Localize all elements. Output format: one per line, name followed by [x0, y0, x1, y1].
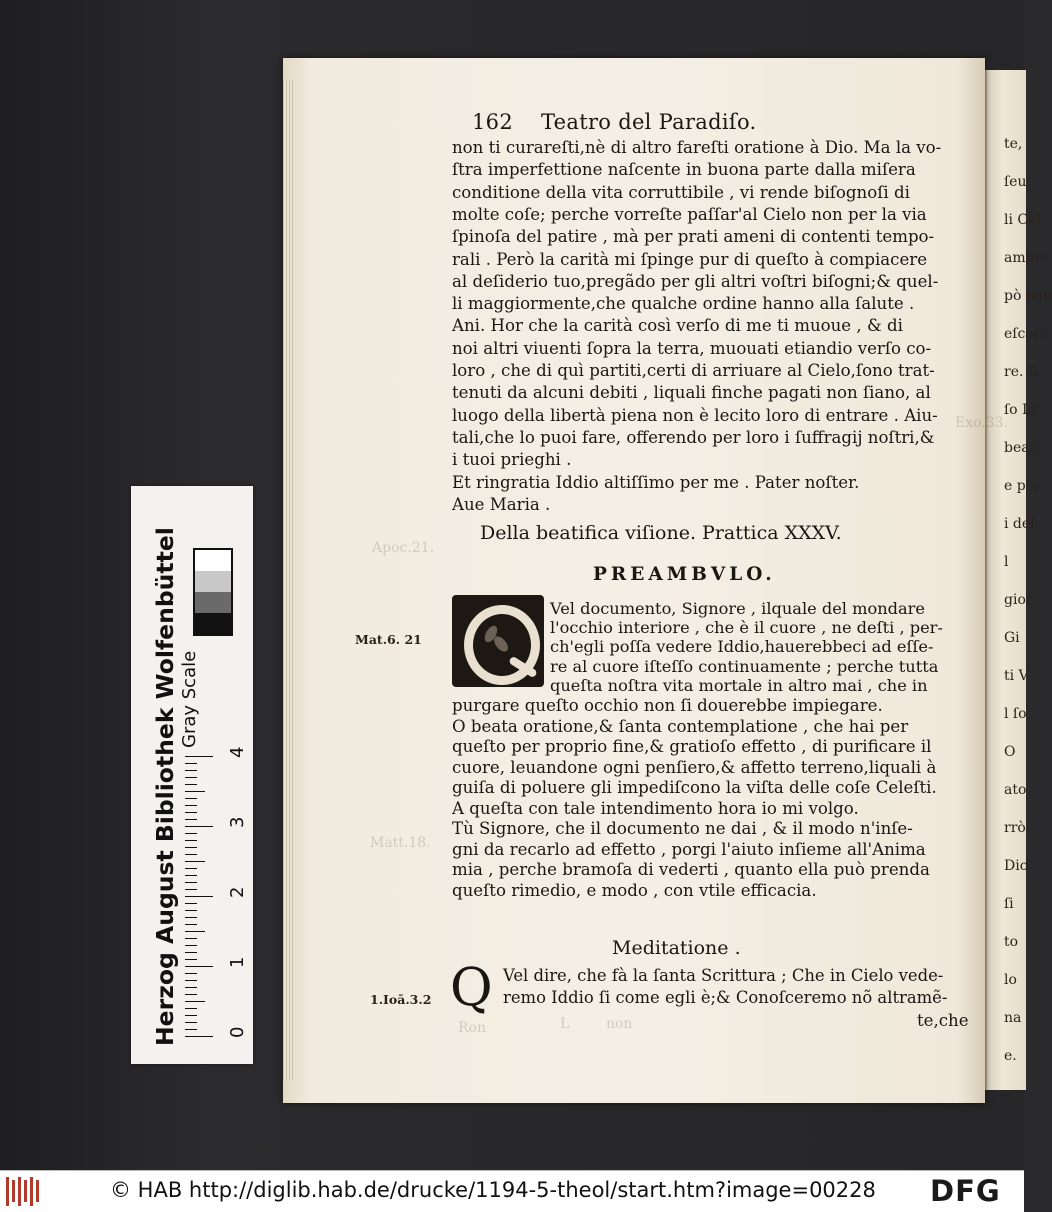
text-line: O beata oratione,& ſanta contemplatione , che hai per	[452, 716, 909, 736]
facing-page-fragment: rrò	[1004, 820, 1026, 836]
color-scale-ruler	[131, 486, 253, 1064]
facing-page-fragment: i del	[1004, 516, 1035, 532]
footer-citation-link[interactable]: © HAB http://diglib.hab.de/drucke/1194-5-theol/start.htm?image=00228	[110, 1178, 876, 1202]
ruler-tick	[185, 1036, 213, 1037]
facing-page-fragment: re. &	[1004, 364, 1041, 380]
text-line: conditione della vita corruttibile , vi rende biſognoſi di	[452, 182, 910, 202]
bleed-through-text: Apoc.21.	[372, 540, 435, 556]
text-line: l'occhio interiore , che è il cuore , ne deſti , per-	[550, 618, 943, 638]
ruler-tick	[185, 945, 197, 946]
facing-page-fragment: e.	[1004, 1048, 1017, 1064]
meditation-title: Meditatione .	[612, 937, 741, 959]
text-line: purgare queſto occhio non ſi douerebbe impiegare.	[452, 696, 883, 715]
text-line: al deſiderio tuo,pregãdo per gli altri voſtri biſogni;& quel-	[452, 271, 939, 291]
facing-page-fragment: lo	[1004, 972, 1017, 988]
ruler-tick	[185, 798, 197, 799]
ruler-tick	[185, 791, 205, 792]
ruler-tick	[185, 980, 197, 981]
facing-page-fragment: beati	[1004, 440, 1040, 456]
hab-logo-icon	[6, 1177, 40, 1206]
decorated-initial-q	[452, 595, 544, 687]
ruler-tick	[185, 763, 197, 764]
text-line: Tù Signore, che il documento ne dai , & il modo n'inſe-	[452, 819, 913, 838]
text-line: A queſta con tale intendimento hora io mi volgo.	[452, 798, 859, 818]
facing-page-fragment: e por	[1004, 478, 1041, 494]
facing-page-fragment: O	[1004, 744, 1016, 760]
text-line: remo Iddio ſi come egli è;& Conoſceremo nõ altramẽ-	[503, 988, 948, 1007]
margin-note: 1.Ioā.3.2	[370, 992, 432, 1007]
tick-label: 4	[227, 746, 248, 758]
facing-page-fragment: ſo Id	[1004, 402, 1037, 418]
dfg-logo: DFG	[930, 1174, 1001, 1208]
text-line: re al cuore iſteſſo continuamente ; perche tutta	[550, 656, 939, 676]
running-head	[472, 110, 757, 134]
ruler-tick	[185, 861, 205, 862]
facing-page-fragment: na	[1004, 1010, 1022, 1026]
running-head-title: Teatro del Paradiſo.	[540, 110, 757, 134]
ruler-tick	[185, 938, 197, 939]
ruler-tick	[185, 931, 205, 932]
ruler-tick	[185, 1008, 197, 1009]
facing-page-fragment: ti V	[1004, 668, 1029, 684]
tick-label: 3	[227, 816, 248, 828]
text-line: i tuoi prieghi .	[452, 450, 572, 470]
facing-page-fragment: l	[1004, 554, 1009, 570]
text-line: guiſa di poluere gli impediſcono la viſta delle coſe Celeſti.	[452, 778, 937, 797]
facing-page-fragment: li Cel	[1004, 212, 1041, 228]
bleed-through-text: Matt.18.	[370, 835, 431, 851]
text-line: gni da recarlo ad effetto , porgi l'aiuto inſieme all'Anima	[452, 839, 926, 859]
ruler-tick	[185, 973, 197, 974]
tick-label: 2	[227, 886, 248, 898]
text-line: tenuti da alcuni debiti , liquali finche pagati non ſiano, al	[452, 383, 931, 403]
ruler-tick	[185, 987, 197, 988]
ruler-tick	[185, 805, 197, 806]
ruler-tick	[185, 994, 197, 995]
ruler-tick	[185, 910, 197, 911]
facing-page-fragment: gior	[1004, 592, 1033, 608]
facing-page-fragment: ſeu	[1004, 174, 1027, 190]
text-line: non ti curareſti,nè di altro fareſti oratione à Dio. Ma la vo-	[452, 138, 942, 157]
ruler-tick	[185, 770, 197, 771]
page-number: 162	[472, 110, 513, 134]
ruler-tick	[185, 875, 197, 876]
facing-page-fragment: amme	[1004, 250, 1048, 266]
text-line: mia , perche bramoſa di vederti , quanto ella può prenda	[452, 860, 930, 879]
facing-page-fragment: to	[1004, 934, 1019, 950]
tick-label: 1	[227, 956, 248, 968]
ruler-tick	[185, 847, 197, 848]
text-line: queſto rimedio, e modo , con vtile efficacia.	[452, 880, 817, 900]
text-line: luogo della libertà piena non è lecito loro di entrare . Aiu-	[452, 405, 938, 425]
text-line: noi altri viuenti ſopra la terra, muouati etiandio verſo co-	[452, 338, 932, 358]
ruler-tick	[185, 896, 213, 897]
ruler-tick	[185, 966, 213, 967]
gray-swatch	[193, 548, 233, 636]
bleed-through-text: non	[606, 1016, 633, 1032]
ruler-tick	[185, 952, 197, 953]
text-line: li maggiormente,che qualche ordine hanno alla ſalute .	[452, 294, 915, 314]
gray-scale-label: Gray Scale	[179, 650, 200, 748]
facing-page-fragment: pò hab	[1004, 288, 1052, 304]
text-line: ſtra imperfettione naſcente in buona parte dalla miſera	[452, 160, 916, 180]
ruler-tick	[185, 1015, 197, 1016]
ruler-tick	[185, 756, 213, 757]
facing-page-fragment: ſi	[1004, 896, 1014, 912]
ruler-tick	[185, 882, 197, 883]
text-line: Ani. Hor che la carità così verſo di me ti muoue , & di	[452, 316, 903, 336]
bleed-through-text: Exo.33.	[955, 415, 1009, 431]
gray-swatch-2	[195, 571, 231, 592]
facing-page-fragment: te,	[1004, 136, 1023, 152]
facing-page-fragment: Gi	[1004, 630, 1020, 646]
ruler-tick	[185, 840, 197, 841]
text-line: ch'egli poſſa vedere Iddio,hauerebbeci ad eſſe-	[550, 637, 934, 657]
ruler-tick	[185, 1001, 205, 1002]
text-line: molte coſe; perche vorreſte paſſar'al Cielo non per la via	[452, 204, 927, 224]
preamble-title: PREAMBVLO.	[593, 564, 776, 585]
ruler-tick	[185, 1022, 197, 1023]
text-line: Aue Maria .	[452, 494, 551, 514]
text-line: rali . Però la carità mi ſpinge pur di queſto à compiacere	[452, 249, 928, 269]
bleed-through-text: L	[560, 1016, 570, 1032]
tick-label: 0	[227, 1026, 248, 1038]
ruler-tick	[185, 868, 197, 869]
page-stack-edge	[283, 80, 293, 1080]
text-line: loro , che di quì partiti,certi di arriuare al Cielo,ſono trat-	[452, 361, 935, 380]
text-line: cuore, leuandone ogni penſiero,& affetto terreno,liquali à	[452, 757, 937, 777]
bleed-through-text: Ron	[458, 1020, 486, 1036]
facing-page-fragment: ato	[1004, 782, 1027, 798]
gray-swatch-3	[195, 592, 231, 613]
ruler-library-name: Herzog August Bibliothek Wolfenbüttel	[151, 527, 179, 1046]
margin-note: Mat.6. 21	[355, 632, 422, 647]
footer-bar	[0, 1170, 1024, 1212]
section-title: Della beatifica viſione. Prattica XXXV.	[480, 522, 842, 544]
facing-page-fragment: Dio	[1004, 858, 1029, 874]
facing-page-fragment: eſcere	[1004, 326, 1049, 342]
ruler-tick	[185, 1029, 197, 1030]
text-line: Et ringratia Iddio altiſſimo per me . Pater noſter.	[452, 472, 860, 492]
gray-swatch-4	[195, 613, 231, 634]
meditation-initial: Q	[450, 958, 493, 1018]
ruler-tick	[185, 903, 197, 904]
ruler-tick	[185, 917, 197, 918]
gray-swatch-1	[195, 550, 231, 571]
text-line: Vel documento, Signore , ilquale del mondare	[550, 599, 925, 618]
text-line: queſta noſtra vita mortale in altro mai , che in	[550, 675, 928, 695]
text-line: queſto per proprio fine,& gratioſo effetto , di purificare il	[452, 737, 932, 756]
text-line: ſpinoſa del patire , mà per prati ameni di contenti tempo-	[452, 227, 935, 247]
ruler-tick	[185, 889, 197, 890]
ruler-tick	[185, 819, 197, 820]
text-line: tali,che lo puoi fare, offerendo per loro i ſuffragij noſtri,&	[452, 427, 935, 447]
ruler-tick	[185, 833, 197, 834]
catchword: te,che	[917, 1011, 969, 1030]
ruler-tick	[185, 777, 197, 778]
ruler-tick	[185, 924, 197, 925]
ruler-tick	[185, 854, 197, 855]
text-line: Vel dire, che fà la ſanta Scrittura ; Che in Cielo vede-	[503, 966, 944, 985]
ruler-tick	[185, 959, 197, 960]
ruler-ticks	[185, 750, 213, 1036]
ruler-tick	[185, 812, 197, 813]
ruler-tick	[185, 826, 213, 827]
ruler-tick	[185, 784, 197, 785]
facing-page-fragment: l ſo	[1004, 706, 1027, 722]
